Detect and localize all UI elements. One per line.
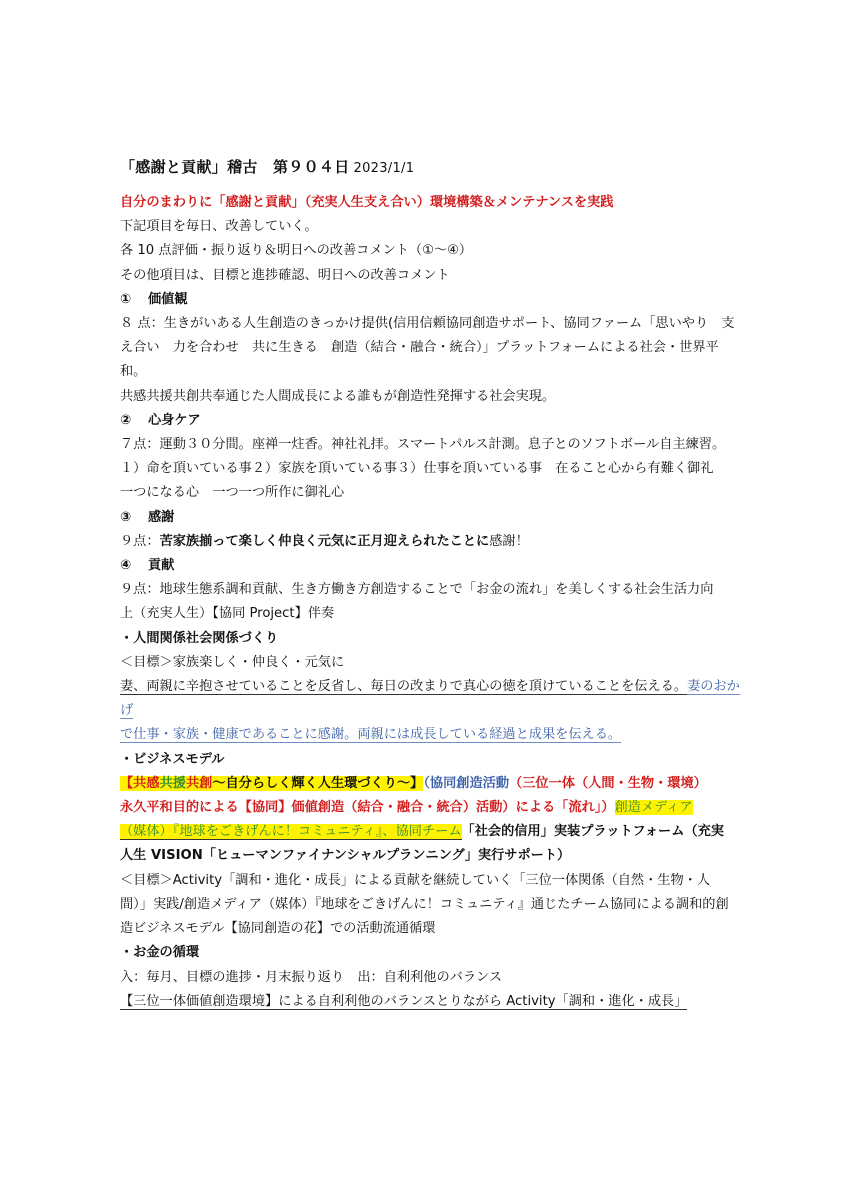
contribution-line-1: ９点：地球生態系調和貢献、生き方働き方創造することで「お金の流れ」を美しくする社会生活力向	[120, 582, 714, 598]
relationships-text-blue-2: で仕事・家族・健康であることに感謝。両親には成長している経過と成果を伝える。	[120, 727, 622, 743]
business-goal-3: 造ビジネスモデル【協同創造の花】での活動流通循環	[120, 921, 436, 937]
relationships-text-blue: 妻のおかげ	[120, 679, 740, 719]
title-main: 「感謝と貢献」稽古 第９０４日	[120, 158, 350, 176]
document-title	[120, 156, 740, 177]
relationships-line-1	[120, 675, 740, 723]
bm-empathy: 【共感	[120, 775, 160, 791]
business-line-2	[120, 796, 740, 820]
bm-subtitle: ～自分らしく輝く人生環づくり～】	[212, 775, 424, 791]
gratitude-score: ９点：	[120, 533, 160, 549]
business-goal-1: ＜目標＞Activity「調和・進化・成長」による貢献を継続していく「三位一体関係（自然・生物・人	[120, 872, 711, 888]
bm-support: 共援	[159, 775, 186, 791]
section-number: ①	[120, 291, 132, 307]
business-model-heading: ・ビジネスモデル	[120, 751, 225, 767]
values-line-3: 共感共援共創共奉通じた人間成長による誰もが創造性発揮する社会実現。	[120, 388, 556, 404]
relationships-text: 妻、両親に辛抱させていることを反省し、毎日の改まりで真心の徳を頂けていることを伝える。	[120, 679, 688, 695]
section-values-heading	[120, 288, 740, 312]
business-line-4: 人生 VISION「ヒューマンファイナンシャルプランニング」実行サポート）	[120, 848, 571, 864]
bm-media: 創造メディア	[614, 800, 693, 816]
gratitude-text: 苦家族揃って楽しく仲良く元気に正月迎えられたことに	[159, 533, 490, 549]
title-date: 2023/1/1	[353, 161, 415, 176]
section-contribution-heading	[120, 554, 740, 578]
bm-trinity: （三位一体（人間・生物・環境）	[509, 775, 707, 791]
relationships-heading: ・人間関係社会関係づくり	[120, 630, 279, 646]
money-text: 【三位一体価値創造環境】による自利利他のバランスとりながら Activity「調和・進化・成長」	[120, 993, 688, 1009]
bm-activity: （協同創造活動	[423, 775, 510, 791]
care-line-1: ７点：運動３０分間。座禅一炷香。神社礼拝。スマートパルス計測。息子とのソフトボール自主練習。	[120, 437, 726, 453]
bm-platform: 「社会的信用」実装プラットフォーム（充実	[461, 824, 724, 840]
bm-peace: 永久平和目的による【協同】価値創造（結合・融合・統合）活動）による「流れ」）	[120, 800, 615, 816]
bm-media-2: （媒体）『地球をごきげんに！コミュニティ』、協同チーム	[120, 824, 462, 840]
money-cycle-heading: ・お金の循環	[120, 945, 200, 961]
care-line-3: 一つになる心 一つ一つ所作に御礼心	[120, 485, 345, 501]
business-goal-2: 間）」実践/創造メディア（媒体）『地球をごきげんに！コミュニティ』通じたチーム協同による調和的創	[120, 896, 729, 912]
contribution-line-2: 上（充実人生）【協同 Project】伴奏	[120, 606, 335, 622]
values-line-2: え合い 力を合わせ 共に生きる 創造（結合・融合・統合）」プラットフォームによる社会・世界平和。	[120, 340, 719, 380]
business-line-3	[120, 820, 740, 844]
section-title: 貢献	[148, 558, 175, 574]
care-line-2: １）命を頂いている事２）家族を頂いている事３）仕事を頂いている事 在ること心から有難く御礼	[120, 461, 714, 477]
values-line-1: ８ 点：生きがいある人生創造のきっかけ提供(信用信頼協同創造サポート、協同ファーム「思いやり 支	[120, 316, 735, 332]
section-title: 心身ケア	[148, 412, 201, 428]
section-number: ④	[120, 558, 132, 574]
section-care-heading	[120, 409, 740, 433]
relationships-goal: ＜目標＞家族楽しく・仲良く・元気に	[120, 654, 345, 670]
document-page	[120, 156, 740, 1014]
section-gratitude-heading	[120, 506, 740, 530]
intro-line-2: 各 10 点評価・振り返り＆明日への改善コメント（①～④）	[120, 243, 473, 259]
section-title: 感謝	[148, 509, 175, 525]
gratitude-end: 感謝！	[489, 533, 529, 549]
intro-lead: 自分のまわりに「感謝と貢献」（充実人生支え合い）環境構築＆メンテナンスを実践	[120, 195, 614, 210]
gratitude-line	[120, 530, 740, 554]
section-title: 価値観	[148, 291, 188, 307]
money-line-1: 入：毎月、目標の進捗・月末振り返り 出：自利利他のバランス	[120, 969, 503, 985]
business-line-1	[120, 772, 740, 796]
relationships-line-2	[120, 723, 740, 747]
intro-line-1: 下記項目を毎日、改善していく。	[120, 219, 318, 235]
bm-create: 共創	[185, 775, 213, 791]
money-line-2	[120, 990, 740, 1014]
intro-line-3: その他項目は、目標と進捗確認、明日への改善コメント	[120, 267, 450, 283]
section-number: ②	[120, 412, 132, 428]
section-number: ③	[120, 509, 132, 525]
